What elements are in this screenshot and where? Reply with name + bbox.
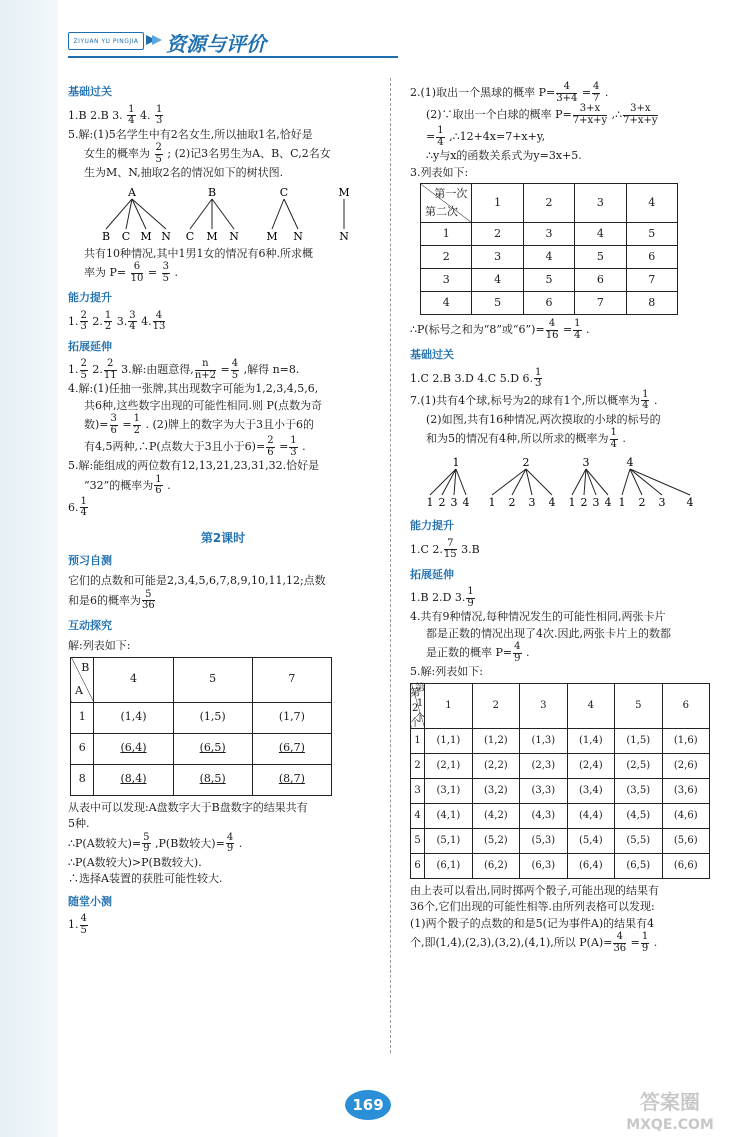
table-cell: (6,4) (94, 733, 173, 764)
table-header-row (411, 683, 710, 728)
row-header-cell: 2 (411, 753, 425, 778)
table-header-cell: 4 (626, 184, 677, 223)
table-cell: (1,5) (615, 728, 662, 753)
answer-line: 它们的点数和可能是2,3,4,5,6,7,8,9,10,11,12;点数 (68, 574, 326, 587)
answer-line: 解:列表如下: (68, 639, 131, 652)
table-row (411, 753, 710, 778)
table-cell: (1,5) (173, 702, 252, 733)
table-cell: (1,3) (520, 728, 567, 753)
section-heading: 拓展延伸 (68, 339, 112, 353)
tree-branch (586, 469, 596, 495)
tree-leaf: C (121, 229, 131, 243)
table-cell: 5 (472, 292, 523, 315)
sum-table (420, 183, 678, 315)
lesson-title: 第2课时 (200, 530, 246, 545)
answer-line: 有4,5两种,∴P(点数大于3且小于6)= $\frac{2}{6}$ = $\frac{1}{3}$ . (84, 435, 306, 458)
tree-leaf: C (185, 229, 195, 243)
table-row (411, 728, 710, 753)
table-cell: (2,2) (472, 753, 519, 778)
table-cell: (6,4) (567, 853, 614, 878)
table-header-cell: 2 (523, 184, 574, 223)
table-cell: (1,6) (662, 728, 710, 753)
tree-branch (132, 199, 146, 229)
answer-line: (2)如图,共有16种情况,两次摸取的小球的标号的 (426, 412, 661, 426)
table-row (411, 803, 710, 828)
table-row (71, 764, 332, 795)
table-header-cell: 4 (94, 657, 173, 702)
tree-leaf: 2 (580, 496, 588, 509)
answer-line: 和是6的概率为 $\frac{5}{36}$ (68, 588, 155, 611)
row-header-cell: 8 (71, 764, 94, 795)
answer-line: 4.解:(1)任抽一张牌,其出现数字可能为1,2,3,4,5,6, (68, 382, 319, 395)
row-header-cell: 2 (421, 246, 472, 269)
answer-line: 都是正数的情况出现了4次.因此,两张卡片上的数都 (426, 626, 671, 640)
table-cell: (2,6) (662, 753, 710, 778)
row-header-cell: 3 (421, 269, 472, 292)
table-corner-cell: 第2个 第1个 (410, 682, 425, 729)
table-header-cell: 3 (575, 184, 626, 223)
answer-line: 率为 P= $\frac{6}{10}$ = $\frac{3}{5}$ . (84, 261, 178, 284)
table-cell: (4,4) (567, 803, 614, 828)
answer-line: ∴P(A数较大)>P(B数较大). (68, 855, 202, 869)
table-cell: (4,5) (615, 803, 662, 828)
row-header-cell: 1 (411, 728, 425, 753)
table-cell: (6,2) (472, 853, 519, 878)
table-cell: (4,1) (425, 803, 472, 828)
table-cell: 5 (523, 269, 574, 292)
answer-line: 5.解:(1)5名学生中有2名女生,所以抽取1名,恰好是 (68, 127, 313, 141)
watermark-logo (600, 1085, 740, 1135)
tree-branch (586, 469, 608, 495)
tree-branch (492, 469, 526, 495)
table-cell: (3,4) (567, 778, 614, 803)
tree-node: 4 (626, 456, 634, 469)
table-cell: (3,1) (425, 778, 472, 803)
tree-branch (630, 469, 690, 495)
tree-node: 3 (582, 456, 590, 469)
tree-branch (106, 199, 132, 229)
right-column (410, 82, 735, 954)
tree-leaf: 4 (462, 496, 470, 509)
table-cell: 3 (523, 223, 574, 246)
row-header-cell: 3 (411, 778, 425, 803)
table-cell: (8,5) (173, 764, 252, 795)
tree-branch (212, 199, 234, 229)
table-corner-cell: B A (71, 657, 94, 702)
table-corner-cell: 第一次 第二次 (421, 184, 472, 223)
tree-branch (526, 469, 532, 495)
answer-line: (1)两个骰子的点数的和是5(记为事件A)的结果有4 (410, 916, 655, 930)
answer-line: 共6种,这些数字出现的可能性相同.则 P(点数为奇 (84, 398, 323, 412)
table-header-cell: 6 (662, 683, 710, 728)
table-header-row (71, 657, 332, 702)
table-header-cell: 4 (567, 683, 614, 728)
tree-leaf: 1 (618, 496, 626, 509)
table-cell: (6,5) (615, 853, 662, 878)
answer-line: 1.B 2.B 3. $\frac{1}{4}$ 4. $\frac{1}{3}$ (68, 103, 163, 126)
tree-leaf: 2 (438, 496, 446, 509)
table-cell: (1,4) (94, 702, 173, 733)
table-cell: 2 (472, 223, 523, 246)
table-cell: (5,6) (662, 828, 710, 853)
page-number: 169 (345, 1090, 391, 1120)
tree-diagram (420, 454, 720, 512)
tree-leaf: M (266, 229, 278, 243)
table-cell: 6 (523, 292, 574, 315)
tree-leaf: 3 (528, 496, 536, 509)
table-cell: (2,1) (425, 753, 472, 778)
tree-node: C (279, 185, 289, 199)
svg-text:答案圈: 答案圈 (640, 1090, 700, 1114)
section-heading: 能力提升 (68, 291, 112, 304)
answer-line: 2.(1)取出一个黑球的概率 P= $\frac{4}{3+4}$ = $\frac{4}{7}$ . (410, 81, 609, 104)
table-header-cell: 7 (252, 657, 331, 702)
row-header-cell: 6 (411, 853, 425, 878)
margin-strip (0, 0, 58, 1137)
table-cell: (4,6) (662, 803, 710, 828)
table-row (421, 269, 678, 292)
section-heading: 互动探究 (68, 618, 112, 632)
table-cell: (3,3) (520, 778, 567, 803)
tree-leaf: M (140, 229, 152, 243)
tree-leaf: 3 (450, 496, 458, 509)
table-cell: 4 (523, 246, 574, 269)
table-header-cell: 1 (425, 683, 472, 728)
table-row (421, 292, 678, 315)
answer-line: 共有10种情况,其中1男1女的情况有6种.所求概 (84, 246, 313, 260)
answer-line: 3.列表如下: (410, 165, 469, 179)
section-heading: 基础过关 (410, 348, 454, 361)
table-cell: (5,2) (472, 828, 519, 853)
tree-leaf: M (206, 229, 218, 243)
tree-branch (526, 469, 552, 495)
table-row (411, 853, 710, 878)
answer-line: ∴选择A装置的获胜可能性较大. (68, 872, 223, 885)
answer-line: 是正数的概率 P= $\frac{4}{9}$ . (426, 641, 530, 664)
tree-node: A (128, 185, 136, 199)
tree-node: B (207, 185, 217, 199)
page-header (68, 26, 398, 56)
answer-line: 女生的概率为 $\frac{2}{5}$ ; (2)记3名男生为A、B、C,2名女 (84, 142, 331, 165)
table-header-cell: 2 (472, 683, 519, 728)
tree-leaf: B (101, 229, 111, 243)
tree-branch (630, 469, 662, 495)
tree-branch (190, 199, 212, 229)
tree-leaf: 2 (638, 496, 646, 509)
tree-leaf: 1 (488, 496, 496, 509)
tree-branch (430, 469, 456, 495)
arrow-icon (144, 31, 164, 49)
answer-line: 5种. (68, 817, 90, 830)
left-column (68, 78, 378, 936)
table-row (421, 246, 678, 269)
header-rule (68, 56, 398, 58)
tree-leaf: N (293, 229, 303, 243)
table-cell: (6,6) (662, 853, 710, 878)
answer-line: 和为5的情况有4种,所以所求的概率为 $\frac{1}{4}$ . (426, 427, 626, 450)
table-header-cell: 5 (173, 657, 252, 702)
table-cell: (6,1) (425, 853, 472, 878)
tree-branch (126, 199, 132, 229)
answer-line: 数)= $\frac{3}{6}$ = $\frac{1}{2}$ . (2)牌上的数字为大于3且小于6的 (84, 413, 315, 436)
table-cell: (8,7) (252, 764, 331, 795)
tree-branch (132, 199, 166, 229)
table-row (71, 733, 332, 764)
answer-line: 从表中可以发现:A盘数字大于B盘数字的结果共有 (68, 800, 308, 814)
section-heading: 拓展延伸 (410, 567, 454, 581)
table-cell: 6 (575, 269, 626, 292)
row-header-cell: 5 (411, 828, 425, 853)
answer-line: ∴y与x的函数关系式为y=3x+5. (426, 149, 582, 162)
answer-line: ∴P(标号之和为“8”或“6”)= $\frac{4}{16}$ = $\frac{1}{4}$ . (410, 318, 590, 341)
table-cell: (5,3) (520, 828, 567, 853)
tree-leaf: 1 (426, 496, 434, 509)
tree-leaf: 4 (686, 496, 694, 509)
section-heading: 能力提升 (410, 519, 454, 532)
answer-line: 7.(1)共有4个球,标号为2的球有1个,所以概率为 $\frac{1}{4}$ . (410, 388, 658, 411)
table-cell: (2,4) (567, 753, 614, 778)
header-pill: ZIYUAN YU PINGJIA (68, 32, 144, 50)
tree-leaf: 4 (604, 496, 612, 509)
answer-line: ∴P(A数较大)= $\frac{5}{9}$ ,P(B数较大)= $\frac{4}{9}$ . (68, 831, 243, 854)
answer-line: (2)∵取出一个白球的概率 P= $\frac{3+x}{7+x+y}$ ,∴ $\frac{3+x}{7+x+y}$ (426, 103, 658, 126)
table-cell: 8 (626, 292, 677, 315)
table-cell: (1,1) (425, 728, 472, 753)
answer-line: 6. $\frac{1}{4}$ (68, 495, 87, 518)
answer-line: 1. $\frac{4}{5}$ (68, 913, 87, 936)
tree-leaf: 2 (508, 496, 516, 509)
answer-line: 由上表可以看出,同时掷两个骰子,可能出现的结果有 (410, 883, 659, 897)
header-title: 资源与评价 (166, 32, 266, 56)
tree-branch (272, 199, 284, 229)
table-cell: 3 (472, 246, 523, 269)
table-cell: 5 (575, 246, 626, 269)
table-cell: (2,5) (615, 753, 662, 778)
table-cell: (3,2) (472, 778, 519, 803)
answer-line: 1.C 2.B 3.D 4.C 5.D 6. $\frac{1}{3}$ (410, 366, 542, 389)
table-cell: 4 (575, 223, 626, 246)
table-cell: (4,3) (520, 803, 567, 828)
section-heading: 基础过关 (68, 85, 112, 98)
answer-line: 1.B 2.D 3. $\frac{1}{9}$ (410, 586, 474, 609)
table-row (411, 828, 710, 853)
answer-line: 36个,它们出现的可能性相等.由所列表格可以发现: (410, 900, 655, 913)
tree-leaf: 1 (568, 496, 576, 509)
tree-branch (456, 469, 466, 495)
answer-line: “32”的概率为 $\frac{1}{6}$ . (84, 473, 171, 496)
tree-branch (284, 199, 298, 229)
row-header-cell: 4 (411, 803, 425, 828)
table-cell: 4 (472, 269, 523, 292)
column-divider (390, 78, 391, 1053)
table-cell: (4,2) (472, 803, 519, 828)
table-cell: (6,3) (520, 853, 567, 878)
tree-leaf: N (229, 229, 239, 243)
table-row (71, 702, 332, 733)
row-header-cell: 1 (421, 223, 472, 246)
answer-line: 1.C 2. $\frac{7}{15}$ 3.B (410, 537, 480, 560)
tree-node: 2 (522, 456, 530, 469)
table-cell: (5,1) (425, 828, 472, 853)
table-header-cell: 5 (615, 683, 662, 728)
table-cell: 5 (626, 223, 677, 246)
section-heading: 随堂小测 (68, 894, 112, 908)
table-header-cell: 1 (472, 184, 523, 223)
table-cell: (3,6) (662, 778, 710, 803)
answer-line: 1. $\frac{2}{5}$ 2. $\frac{2}{11}$ 3.解:由题意得, $\frac{n}{n+2}$ = $\frac{4}{5}$ ,解得 n=8. (68, 358, 300, 381)
tree-leaf: 3 (592, 496, 600, 509)
tree-leaf: N (161, 229, 171, 243)
table-cell: 6 (626, 246, 677, 269)
table-cell: (3,5) (615, 778, 662, 803)
table-cell: 7 (575, 292, 626, 315)
tree-node: M (338, 185, 350, 199)
table-cell: (5,5) (615, 828, 662, 853)
table-cell: (5,4) (567, 828, 614, 853)
table-cell: (6,7) (252, 733, 331, 764)
answer-line: 5.解:列表如下: (410, 665, 483, 678)
row-header-cell: 6 (71, 733, 94, 764)
table-cell: (1,7) (252, 702, 331, 733)
row-header-cell: 4 (421, 292, 472, 315)
outcome-table (70, 657, 332, 796)
tree-diagram (88, 184, 388, 246)
table-cell: 7 (626, 269, 677, 292)
svg-text:MXQE.COM: MXQE.COM (626, 1117, 714, 1133)
tree-node: 1 (452, 456, 460, 469)
answer-line: 4.共有9种情况,每种情况发生的可能性相同,两张卡片 (410, 610, 666, 623)
table-header-cell: 3 (520, 683, 567, 728)
table-cell: (8,4) (94, 764, 173, 795)
tree-leaf: 3 (658, 496, 666, 509)
answer-line: 1. $\frac{2}{3}$ 2. $\frac{1}{2}$ 3. $\frac{3}{4}$ 4. $\frac{4}{13}$ (68, 309, 166, 332)
row-header-cell: 1 (71, 702, 94, 733)
table-cell: (6,5) (173, 733, 252, 764)
answer-line: = $\frac{1}{4}$ ,∴12+4x=7+x+y, (426, 125, 546, 148)
dice-table (410, 683, 710, 879)
tree-branch (622, 469, 630, 495)
answer-line: 个,即(1,4),(2,3),(3,2),(4,1),所以 P(A)= $\frac{4}{36}$ = $\frac{1}{9}$ . (410, 931, 658, 954)
table-row (411, 778, 710, 803)
table-header-row (421, 184, 678, 223)
table-row (421, 223, 678, 246)
table-cell: (2,3) (520, 753, 567, 778)
tree-branch (512, 469, 526, 495)
tree-leaf: 4 (548, 496, 556, 509)
section-heading: 预习自测 (68, 553, 112, 567)
table-cell: (1,2) (472, 728, 519, 753)
answer-line: 5.解:能组成的两位数有12,13,21,23,31,32.恰好是 (68, 459, 320, 472)
table-cell: (1,4) (567, 728, 614, 753)
tree-leaf: N (339, 229, 349, 243)
answer-line: 生为M、N,抽取2名的情况如下的树状图. (84, 166, 284, 179)
